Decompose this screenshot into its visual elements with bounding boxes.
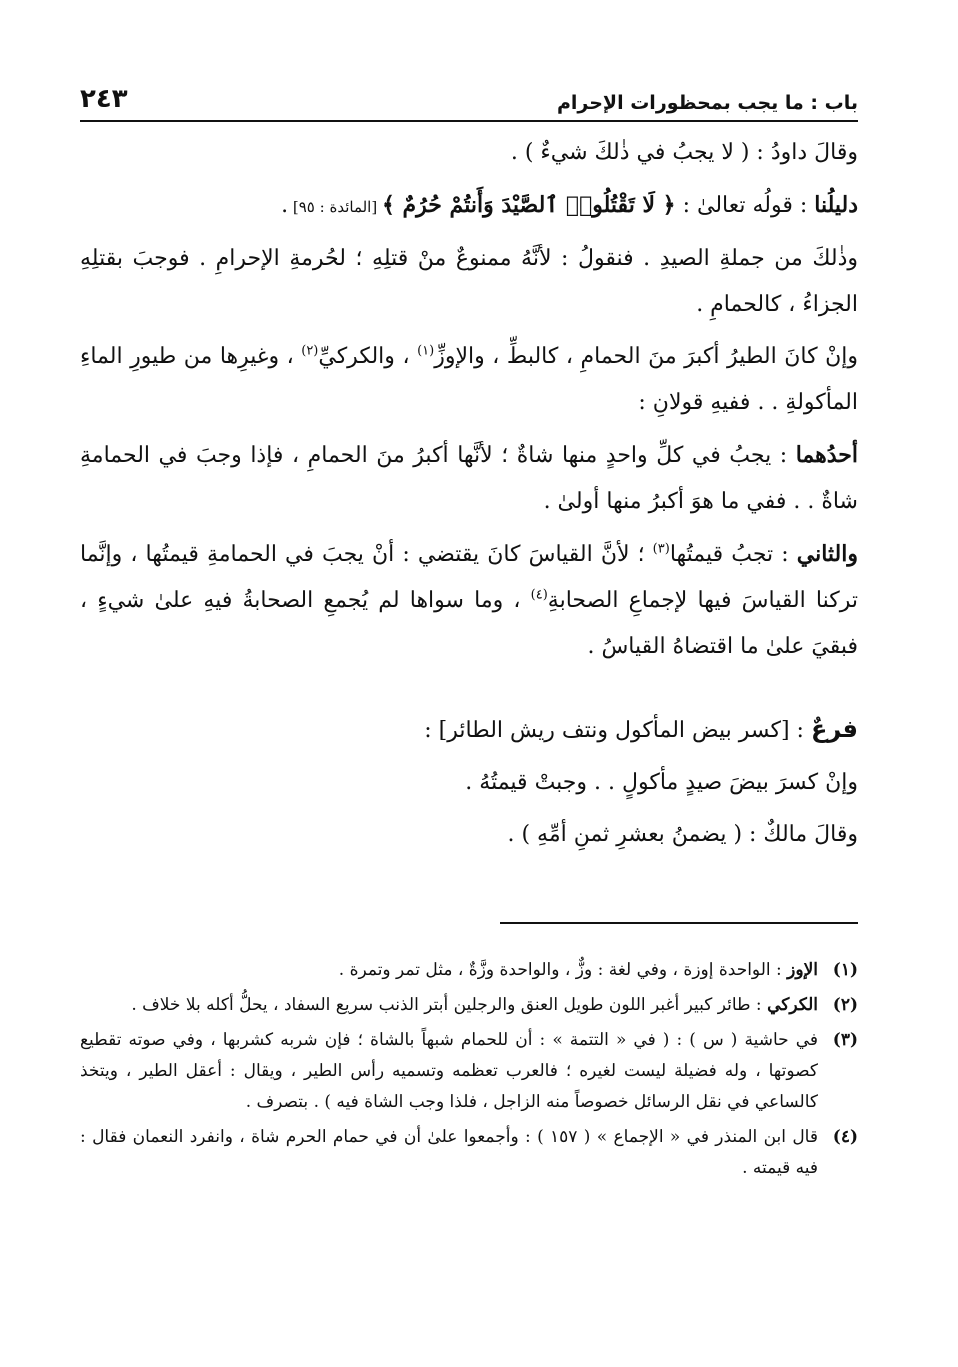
paragraph-egg <box>80 760 858 806</box>
evidence-lead: دليلُنا <box>814 192 858 218</box>
footnote-1 <box>80 955 858 986</box>
paragraph-text: وذٰلكَ من جملةِ الصيدِ . فنقولُ : لأنَّهُ ممنوعٌ منْ قتلِهِ ؛ لحُرمةِ الإحرامِ . فوجبَ بقتلِهِ الجزاءُ ، كالحمامِ . <box>80 246 858 317</box>
paragraph-reasoning <box>80 236 858 328</box>
footnote-3 <box>80 1025 858 1118</box>
footnote-body: قال ابن المنذر في « الإجماع » ( ١٥٧ ) : وأجمعوا علىٰ أن في حمام الحرم شاة ، وانفرد النعمان فقال : فيه قيمته . <box>80 1127 818 1178</box>
paragraph-dawud <box>80 130 858 176</box>
footnote-number: (٤) <box>832 1127 858 1147</box>
branch-title: فرعٌ <box>810 715 858 743</box>
footnote-text <box>80 990 818 1021</box>
paragraph-evidence <box>80 182 858 230</box>
footnote-body: : طائر كبير أغبر اللون طويل العنق والرجلين أبتر الذنب سريع السفاد ، يحلُّ أكله بلا خلاف . <box>131 995 768 1015</box>
paragraph-text-b: ؛ لأنَّ القياسَ كانَ يقتضي : أنْ يجبَ في الحمامةِ قيمتُها ، وإنَّما تركنا القياسَ فيها لإجماعِ الصحابةِ <box>80 542 858 613</box>
paragraph-text: وقالَ داودُ : ( لا يجبُ في ذٰلكَ شيءٌ ) . <box>510 140 858 165</box>
second-opinion-lead: والثاني <box>796 541 858 567</box>
footnote-text <box>80 1025 818 1118</box>
footnote-number: (١) <box>832 960 858 980</box>
running-title: باب : ما يجب بمحظورات الإحرام <box>556 92 858 114</box>
paragraph-second-opinion <box>80 531 858 670</box>
paragraph-text-a: وإنْ كانَ الطيرُ أكبرَ منَ الحمامِ ، كالبطِّ ، والإوزِّ <box>434 344 858 369</box>
footnote-body: : الواحدة إوزة ، وفي لغة : وزٌّ ، والواحدة وزَّةٌ ، مثل تمر وتمرة . <box>338 960 788 980</box>
footnote-4 <box>80 1122 858 1184</box>
footnote-text <box>80 955 818 986</box>
paragraph-text: : يجبُ في كلِّ واحدٍ منها شاةٌ ؛ لأنَّها أكبرُ منَ الحمامِ ، فإذا وجبَ في الحمامةِ شاةٌ . . ففي ما هوَ أكبرُ منها أولىٰ . <box>80 443 858 514</box>
page-header <box>80 78 858 114</box>
section-spacer <box>80 676 858 706</box>
branch-heading <box>80 706 858 754</box>
footnote-marker-1[interactable]: (١) <box>417 343 435 359</box>
paragraph-text: وقالَ مالكٌ : ( يضمنُ بعشرِ ثمنِ أمِّهِ ) . <box>507 822 858 847</box>
header-rule <box>80 120 858 122</box>
paragraph-text-b: ، والكركيِّ <box>318 344 418 369</box>
footnote-marker-2[interactable]: (٢) <box>301 343 319 359</box>
paragraph-text: وإنْ كسرَ بيضَ صيدٍ مأكولٍ . . وجبتْ قيمتُهُ . <box>465 770 858 795</box>
footnote-marker-3[interactable]: (٣) <box>652 541 670 557</box>
paragraph-text-c: ، وما سواها لم يُجمعِ الصحابةُ فيهِ علىٰ شيءٍ ، فبقيَ علىٰ ما اقتضاهُ القياسُ . <box>80 588 858 659</box>
footnotes <box>80 955 858 1188</box>
footnote-body: في حاشية ( س ) : ( في « التتمة » : أن للحمام شبهاً بالشاة ؛ فإن شربه كشربها ، وفي صوته تقطيع كصوتها ، وله فضيلة ليست لغيره ؛ فالعرب تعظمه وتسميه رأس الطير ، ويقال : أعقل الطير ، ويتخذ كالساعي في نقل الرسائل خصوصاً منه الزاجل ، فلذا وجب الشاة فيه ) . بتصرف . <box>80 1030 818 1112</box>
footnote-text <box>80 1122 818 1184</box>
quran-verse: ﴿ لَا تَقْتُلُوا۟ ٱلصَّيْدَ وَأَنتُمْ حُرُمٌ ﴾ <box>381 192 676 218</box>
footnote-rule <box>500 922 858 924</box>
paragraph-large-birds <box>80 334 858 426</box>
footnote-number: (٢) <box>832 995 858 1015</box>
footnote-number: (٣) <box>832 1030 858 1050</box>
page-number: ٢٤٣ <box>80 84 128 114</box>
paragraph-text-a: : تجبُ قيمتُها <box>669 542 797 567</box>
footnote-2 <box>80 990 858 1021</box>
footnote-marker-4[interactable]: (٤) <box>530 587 548 603</box>
evidence-text: : قولُه تعالىٰ : <box>675 193 815 218</box>
paragraph-malik <box>80 812 858 858</box>
footnote-term: الإوز <box>787 960 818 980</box>
evidence-end: . <box>281 193 289 218</box>
paragraph-first-opinion <box>80 432 858 525</box>
verse-reference: [المائدة : ٩٥] <box>288 198 382 216</box>
paragraph-text-c: ، وغيرِها من طيورِ الماءِ المأكولةِ . . ففيهِ قولانِ : <box>80 344 858 415</box>
main-text <box>80 130 858 864</box>
footnote-term: الكركي <box>767 995 818 1015</box>
first-opinion-lead: أحدُهما <box>795 442 858 468</box>
branch-subtitle: : [كسر بيض المأكول ونتف ريش الطائر] : <box>424 718 811 743</box>
